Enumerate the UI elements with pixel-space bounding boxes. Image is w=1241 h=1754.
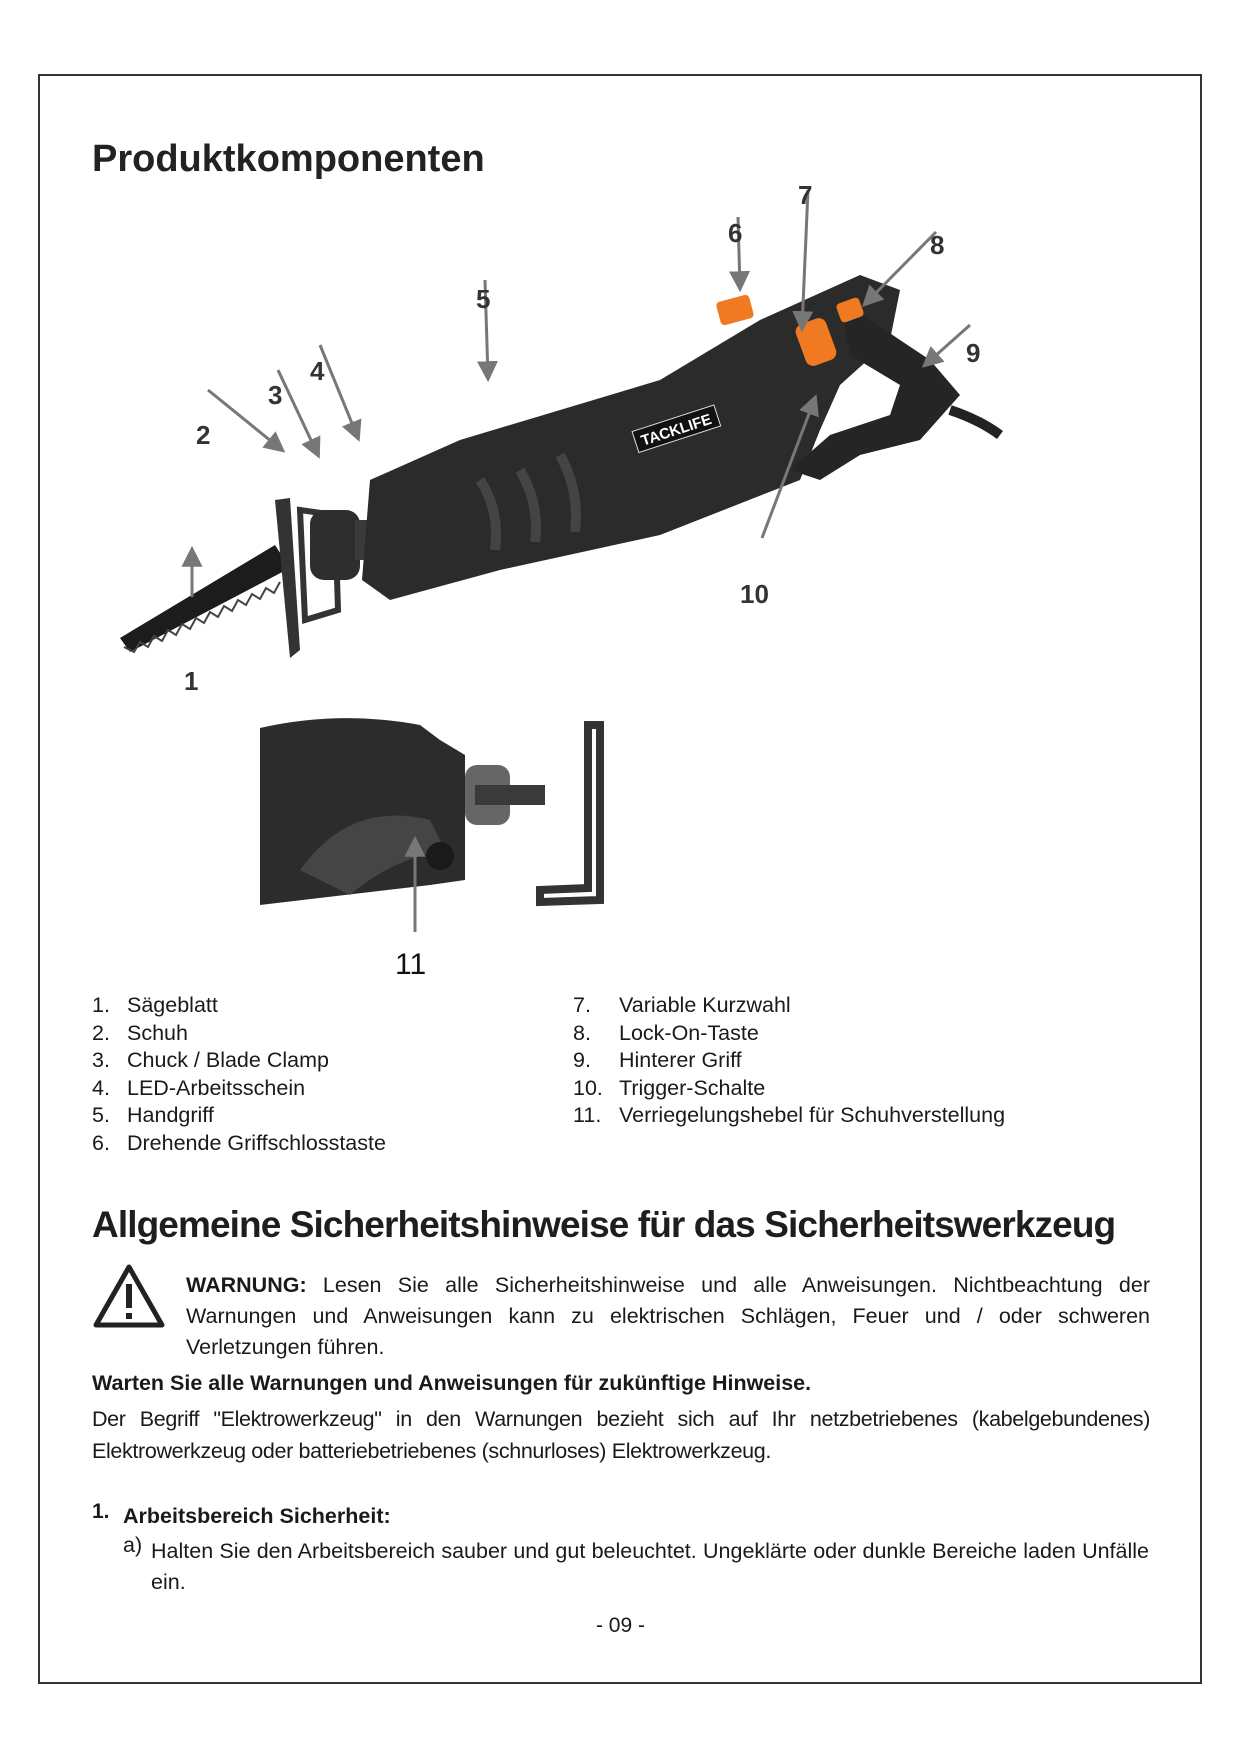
- callout-9: 9: [966, 338, 981, 368]
- safety-heading: Allgemeine Sicherheitshinweise für das Sicherheitswerkzeug: [92, 1204, 1116, 1245]
- list-item: 3. Chuck / Blade Clamp: [92, 1048, 329, 1072]
- warning-label: WARNUNG:: [186, 1273, 307, 1297]
- section-number: 1.: [92, 1500, 110, 1523]
- callout-11: 11: [395, 948, 427, 980]
- item-letter: a): [123, 1533, 143, 1557]
- callout-8: 8: [930, 230, 945, 260]
- list-item: 4. LED-Arbeitsschein: [92, 1075, 306, 1100]
- shoe: [275, 498, 300, 658]
- warning-paragraph: [186, 1270, 1150, 1363]
- keep-instructions-text: Warten Sie alle Warnungen und Anweisungen für zukünftige Hinweise.: [92, 1371, 812, 1395]
- item-text: Halten Sie den Arbeitsbereich sauber und gut beleuchtet. Ungeklärte oder dunkle Bereiche laden Unfälle ein.: [151, 1539, 1149, 1594]
- parts-list-left: [92, 992, 552, 1157]
- reciprocating-saw-illustration: [120, 275, 1000, 658]
- list-item: 8. Lock-On-Taste: [573, 1020, 759, 1045]
- callout-10: 10: [740, 579, 769, 609]
- callout-5: 5: [476, 284, 491, 314]
- product-figure: [100, 180, 1140, 980]
- saw-blade: [120, 545, 290, 652]
- detail-inset-illustration: [260, 718, 600, 905]
- list-item: 6. Drehende Griffschlosstaste: [92, 1130, 386, 1155]
- warning-text: Lesen Sie alle Sicherheitshinweise und alle Anweisungen. Nichtbeachtung der Warnungen und Anweisungen kann zu elektrischen Schlägen, Feuer und / oder schweren Verletzungen führen.: [186, 1273, 1150, 1359]
- callout-7: 7: [798, 180, 813, 210]
- brand-label: TACKLIFE: [639, 410, 714, 450]
- list-item: 10. Trigger-Schalte: [573, 1075, 766, 1100]
- list-item: 1. Sägeblatt: [92, 993, 218, 1017]
- callout-6: 6: [728, 218, 743, 248]
- list-item: 5. Handgriff: [92, 1103, 214, 1127]
- term-definition-text: Der Begriff "Elektrowerkzeug" in den Warnungen bezieht sich auf Ihr netzbetriebenes (kabelgebundenes) Elektrowerkzeug oder batteriebetriebenes (schnurloses) Elektrowerkzeug.: [92, 1407, 1150, 1463]
- list-item: 7. Variable Kurzwahl: [573, 993, 791, 1017]
- parts-list-right: [573, 992, 1133, 1130]
- callout-1: 1: [184, 666, 199, 696]
- section-title: Arbeitsbereich Sicherheit:: [123, 1504, 391, 1528]
- page-number: - 09 -: [595, 1614, 645, 1637]
- list-item: 2. Schuh: [92, 1020, 188, 1045]
- page-title: Produktkomponenten: [92, 138, 485, 180]
- list-item: 11. Verriegelungshebel für Schuhverstellung: [573, 1103, 1006, 1127]
- callout-3: 3: [268, 380, 283, 410]
- callout-4: 4: [310, 356, 325, 386]
- list-item: 9. Hinterer Griff: [573, 1048, 742, 1072]
- rotating-lock-button-accent: [715, 294, 754, 326]
- callout-2: 2: [196, 420, 211, 450]
- warning-icon: [92, 1262, 166, 1330]
